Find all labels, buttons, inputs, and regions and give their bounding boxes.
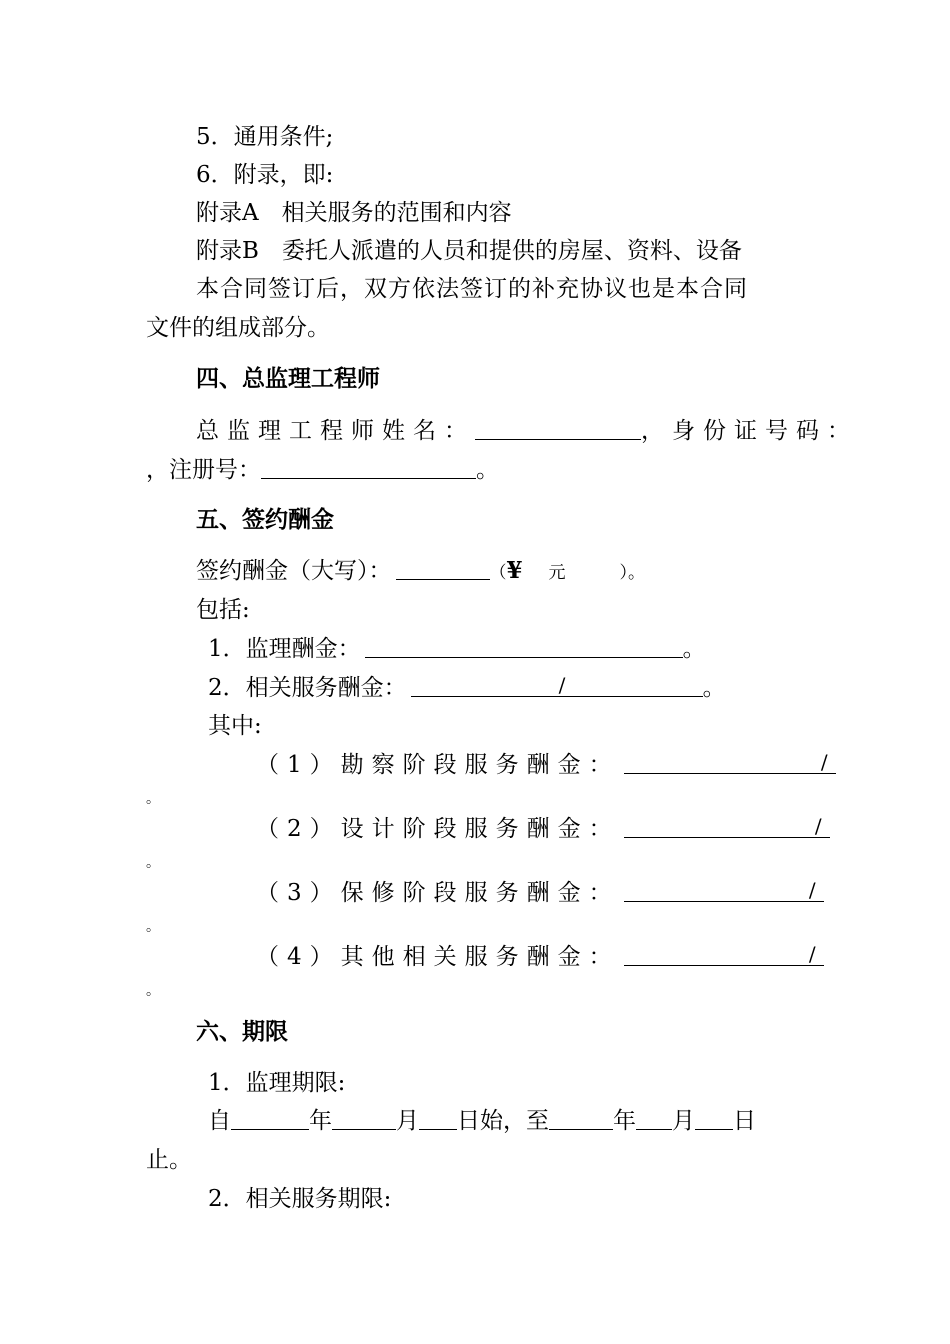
reg-blank[interactable] (261, 456, 476, 479)
design-fee-end: 。 (146, 855, 160, 871)
line-appendix-a: 附录A 相关服务的范围和内容 (196, 200, 512, 226)
month-label-2: 月 (672, 1108, 695, 1134)
supervision-fee-label: 1．监理酬金： (208, 636, 361, 662)
other-fee-slash: / (808, 942, 824, 966)
end-month-blank[interactable] (636, 1107, 672, 1130)
survey-fee-slash: / (820, 750, 836, 774)
design-fee-line (256, 814, 830, 844)
supervision-fee-line (208, 634, 706, 664)
other-fee-line (256, 942, 824, 972)
design-fee-blank[interactable] (624, 815, 830, 838)
line-appendix-b: 附录B 委托人派遣的人员和提供的房屋、资料、设备 (196, 238, 742, 264)
supervision-term-line: 1．监理期限: (208, 1070, 346, 1096)
term-end-line: 止。 (146, 1147, 192, 1173)
year-label-1: 年 (309, 1108, 332, 1134)
id-label: ，身份证号码： (641, 418, 858, 444)
line-supplement-2: 文件的组成部分。 (146, 315, 330, 341)
warranty-fee-blank[interactable] (624, 879, 824, 902)
other-fee-label: （4）其他相关服务酬金： (256, 944, 620, 970)
fee-amount-line (196, 556, 645, 588)
day-label: 日 (733, 1108, 756, 1134)
related-fee-blank[interactable] (411, 674, 703, 697)
line-supplement-1: 本合同签订后，双方依法签订的补充协议也是本合同 (196, 276, 748, 302)
name-blank[interactable] (475, 417, 641, 440)
registration-line (146, 455, 499, 485)
section-5-title: 五、签约酬金 (196, 507, 334, 533)
section-6-title: 六、期限 (196, 1019, 288, 1045)
year-label-2: 年 (613, 1108, 636, 1134)
among-line: 其中: (208, 713, 262, 739)
warranty-fee-line (256, 878, 824, 908)
end-day-blank[interactable] (695, 1107, 733, 1130)
start-day-blank[interactable] (419, 1107, 457, 1130)
term-dates-line (208, 1106, 756, 1136)
related-fee-slash: / (558, 673, 566, 697)
supervision-fee-blank[interactable] (365, 635, 683, 658)
yen-sign: ¥ (506, 557, 523, 584)
other-fee-end: 。 (146, 983, 160, 999)
line-general-conditions: 5．通用条件; (196, 124, 334, 150)
paren-open: （ (489, 563, 507, 583)
yuan-label: 元 (548, 563, 566, 583)
warranty-fee-slash: / (808, 878, 824, 902)
start-month-blank[interactable] (332, 1107, 396, 1130)
month-label-1: 月 (396, 1108, 419, 1134)
from-label: 自 (208, 1108, 231, 1134)
name-label: 总监理工程师姓名： (196, 418, 475, 444)
warranty-fee-label: （3）保修阶段服务酬金： (256, 880, 620, 906)
paren-close: ）。 (619, 563, 646, 583)
other-fee-blank[interactable] (624, 943, 824, 966)
reg-end: 。 (476, 457, 499, 483)
survey-fee-label: （1）勘察阶段服务酬金： (256, 752, 620, 778)
warranty-fee-end: 。 (146, 919, 160, 935)
related-fee-line (208, 673, 726, 703)
section-4-title: 四、总监理工程师 (196, 366, 380, 392)
survey-fee-line (256, 750, 836, 780)
design-fee-label: （2）设计阶段服务酬金： (256, 816, 620, 842)
includes-line: 包括: (196, 597, 250, 623)
related-fee-end: 。 (702, 675, 726, 701)
reg-label: ，注册号： (146, 457, 261, 483)
day-start-label: 日始，至 (457, 1108, 549, 1134)
design-fee-slash: / (814, 814, 830, 838)
supervision-fee-end: 。 (682, 636, 706, 662)
end-year-blank[interactable] (549, 1107, 613, 1130)
chief-engineer-line (196, 416, 858, 446)
related-term-line: 2．相关服务期限: (208, 1186, 392, 1212)
line-appendix: 6．附录，即: (196, 162, 334, 188)
survey-fee-end: 。 (146, 791, 160, 807)
start-year-blank[interactable] (231, 1107, 309, 1130)
related-fee-label: 2．相关服务酬金： (208, 675, 407, 701)
fee-amount-blank[interactable] (396, 557, 490, 580)
fee-amount-label: 签约酬金（大写）： (196, 558, 392, 584)
survey-fee-blank[interactable] (624, 751, 836, 774)
